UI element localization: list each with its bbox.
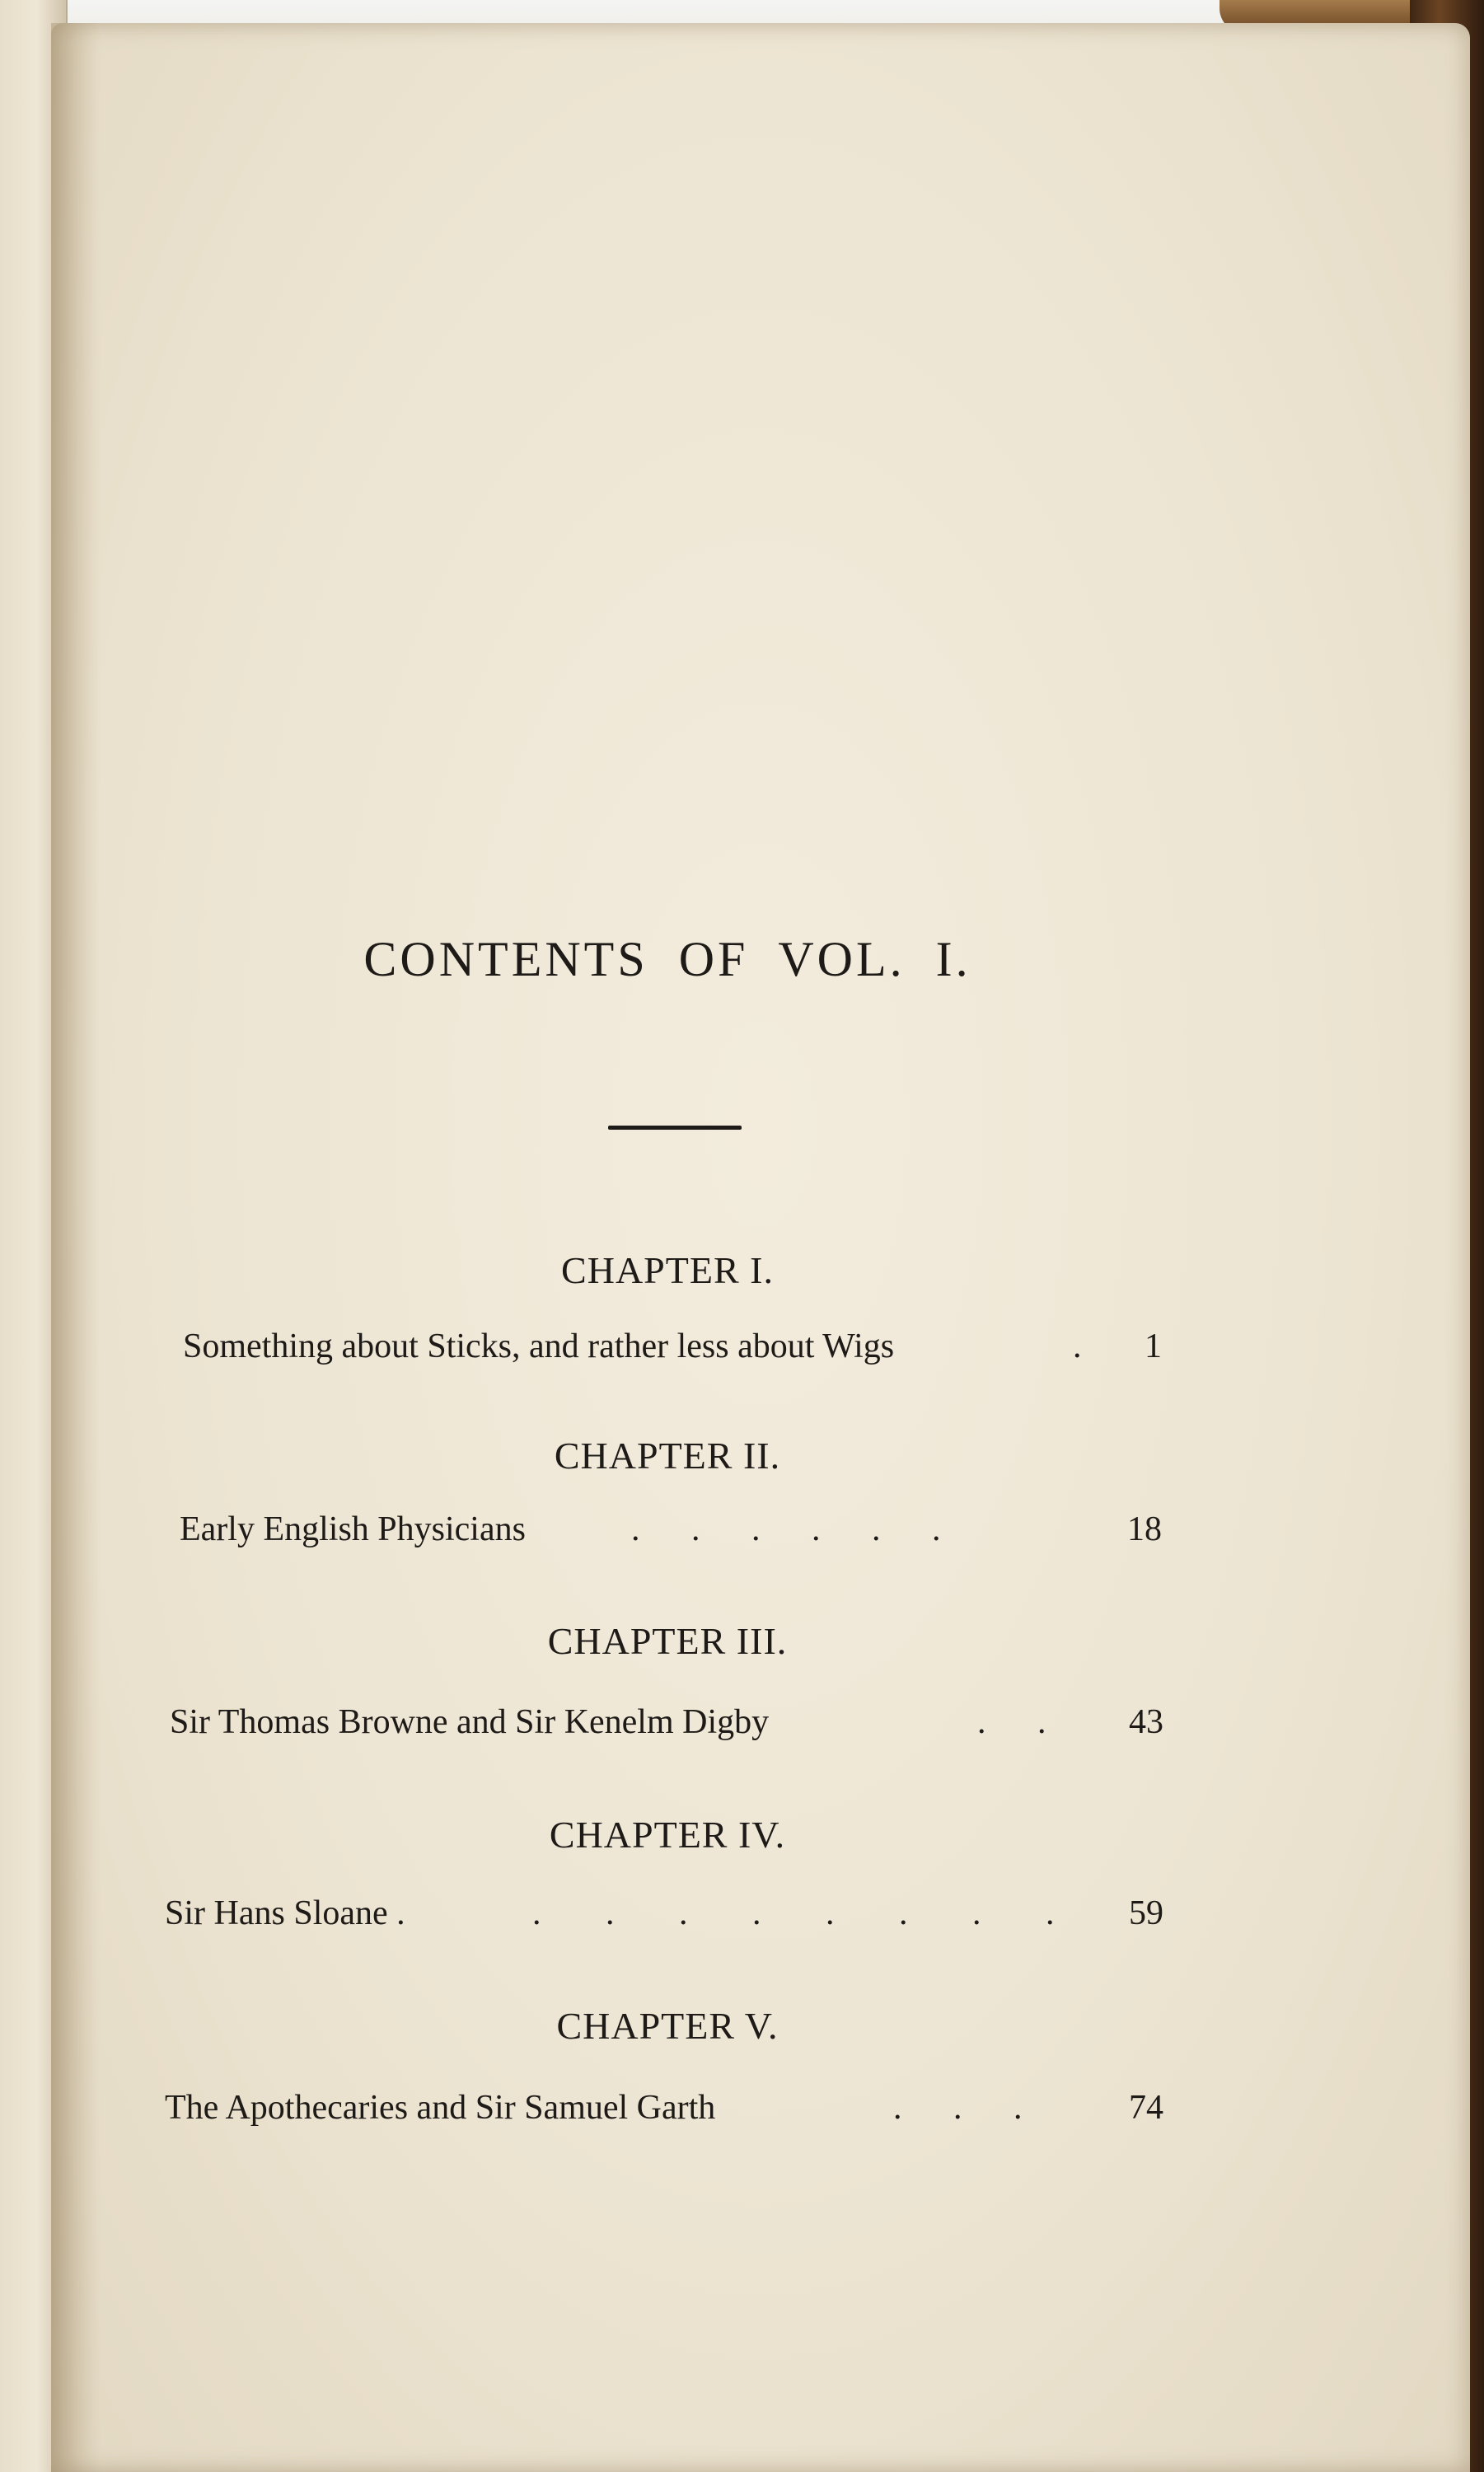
page-number: 1	[1145, 1327, 1162, 1365]
page-number: 74	[1129, 2089, 1163, 2127]
chapter-title: Sir Thomas Browne and Sir Kenelm Digby	[170, 1703, 770, 1741]
chapter-heading: CHAPTER V.	[556, 2005, 779, 2047]
toc-entry	[165, 1894, 1163, 1943]
chapter-title: Something about Sticks, and rather less about Wigs	[183, 1327, 895, 1365]
chapter-heading: CHAPTER II.	[554, 1435, 781, 1477]
page-number: 43	[1129, 1703, 1163, 1741]
page-number: 59	[1129, 1894, 1163, 1932]
dot-leader: . . . . . . . .	[532, 1894, 1055, 1932]
chapter-title: Early English Physicians	[180, 1510, 526, 1548]
toc-entry	[170, 1702, 1163, 1752]
toc-entry	[165, 2088, 1163, 2137]
chapter-title: Sir Hans Sloane .	[165, 1894, 405, 1932]
toc-entry	[183, 1327, 1162, 1376]
dot-leader: . . .	[893, 2089, 1023, 2127]
chapter-heading: CHAPTER I.	[561, 1249, 774, 1291]
dot-leader: .	[1073, 1327, 1082, 1365]
page-number: 18	[1127, 1510, 1162, 1548]
chapter-title: The Apothecaries and Sir Samuel Garth	[165, 2089, 716, 2127]
toc-entry	[180, 1510, 1162, 1559]
dot-leader: . . . . . .	[631, 1510, 941, 1548]
chapter-heading: CHAPTER IV.	[549, 1814, 786, 1856]
title-rule	[608, 1126, 742, 1130]
contents-title: CONTENTS OF VOL. I.	[363, 932, 971, 986]
chapter-heading: CHAPTER III.	[547, 1620, 788, 1662]
dot-leader: . .	[977, 1703, 1046, 1741]
